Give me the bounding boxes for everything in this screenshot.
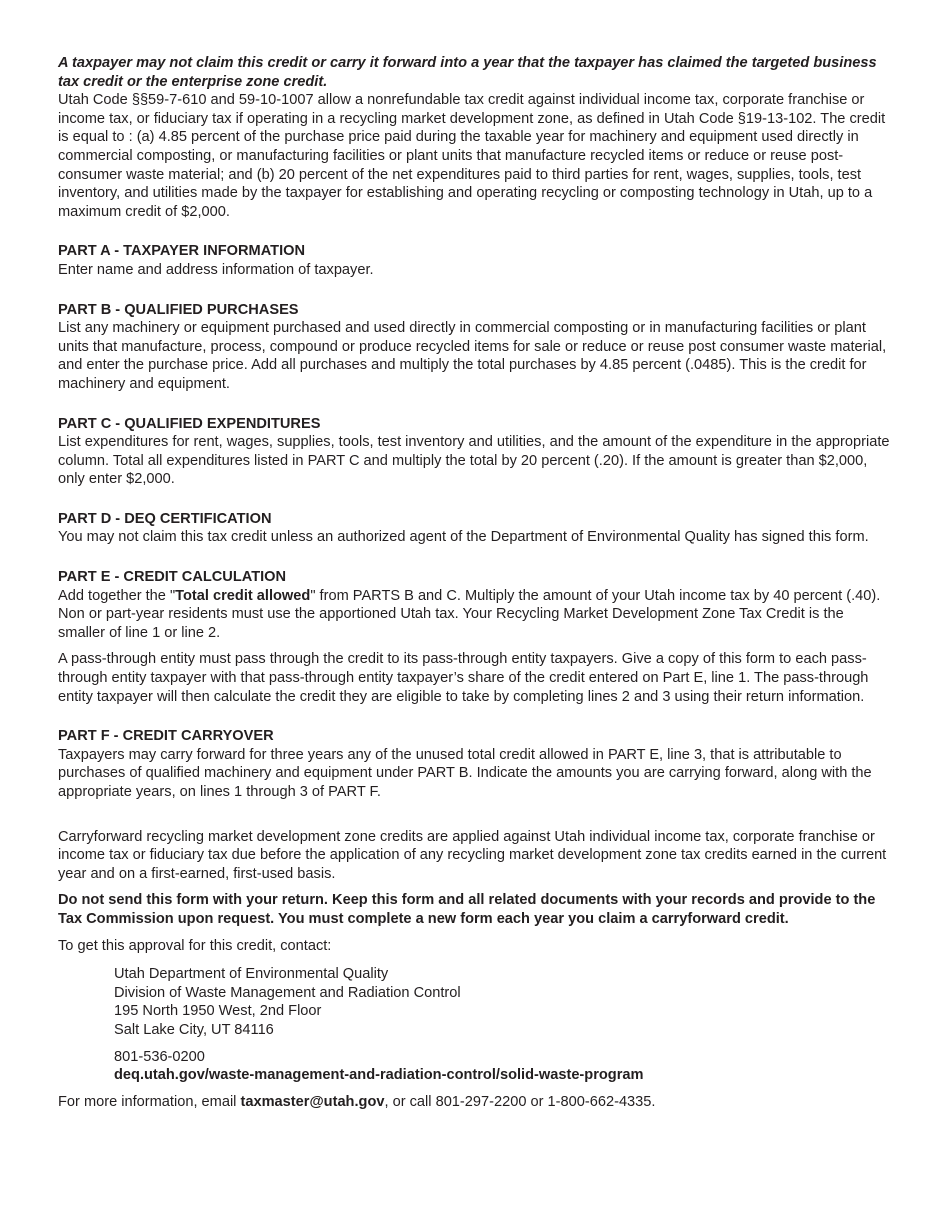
- part-a-heading: PART A - TAXPAYER INFORMATION: [58, 243, 306, 260]
- part-b-heading: PART B - QUALIFIED PURCHASES: [58, 301, 299, 318]
- contact-website-link[interactable]: deq.utah.gov/waste-management-and-radiation-control/solid-waste-program: [114, 1067, 644, 1084]
- contact-details: [58, 1048, 894, 1085]
- retention-notice: Do not send this form with your return. Keep this form and all related documents with your records and provide to the Tax Commission upon request. You must complete a new form each year you claim a carryforward credit.: [58, 892, 876, 927]
- carryforward-body: Carryforward recycling market development zone credits are applied against Utah individual income tax, corporate franchise or income tax or fiduciary tax due before the application of any recycling market development zone tax credits earned in the current year and on a first-earned, first-used basis.: [58, 828, 887, 882]
- contact-street: 195 North 1950 West, 2nd Floor: [114, 1003, 322, 1020]
- part-e-section: [58, 568, 894, 706]
- part-e-body-pre: Add together the ": [58, 587, 176, 604]
- part-e-body: [58, 587, 894, 643]
- contact-phone: 801-536-0200: [114, 1048, 205, 1065]
- part-f-heading: PART F - CREDIT CARRYOVER: [58, 728, 274, 745]
- contact-org: Utah Department of Environmental Quality: [114, 966, 389, 983]
- part-e-body-post: " from PARTS B and C. Multiply the amount of your Utah income tax by 40 percent (.40). Non or part-year residents must use the apportioned Utah tax. Your Recycling Market Development Zone Tax Credit is the smaller of line 1 or line 2.: [58, 587, 881, 641]
- part-c-section: [58, 415, 894, 489]
- part-b-body: List any machinery or equipment purchased and used directly in commercial composting or in manufacturing facilities or plant units that manufacture, process, compound or produce recycled items for sale or reduce or reuse post consumer waste material, and enter the purchase price. Add all purchases and multiply the total purchases by 4.85 percent (.0485). This is the credit for machinery and equipment.: [58, 320, 887, 392]
- pass-through-body: A pass-through entity must pass through the credit to its pass-through entity taxpayers. Give a copy of this form to each pass-through entity taxpayer with that pass-through entity taxpayer’s share of the credit entered on Part E, line 1. The pass-through entity taxpayer will then calculate the credit they are eligible to take by completing lines 2 and 3 using their return information.: [58, 651, 869, 705]
- part-f-section: [58, 727, 894, 883]
- part-d-body: You may not claim this tax credit unless an authorized agent of the Department of Environmental Quality has signed this form.: [58, 529, 869, 546]
- part-c-body: List expenditures for rent, wages, supplies, tools, test inventory and utilities, and the amount of the expenditure in the appropriate column. Total all expenditures listed in PART C and multiply the total by 20 percent (.20). If the amount is greater than $2,000, only enter $2,000.: [58, 434, 890, 488]
- part-d-section: [58, 510, 894, 547]
- footer-pre: For more information, email: [58, 1093, 241, 1110]
- part-d-heading: PART D - DEQ CERTIFICATION: [58, 510, 272, 527]
- footer-info: [58, 1093, 894, 1112]
- part-e-heading: PART E - CREDIT CALCULATION: [58, 569, 287, 586]
- email-link[interactable]: taxmaster@utah.gov: [240, 1093, 385, 1110]
- total-credit-allowed-term: Total credit allowed: [175, 587, 311, 604]
- part-a-body: Enter name and address information of taxpayer.: [58, 261, 374, 278]
- contact-city: Salt Lake City, UT 84116: [114, 1021, 274, 1038]
- contact-address: [58, 965, 894, 1039]
- contact-intro: To get this approval for this credit, contact:: [58, 937, 332, 954]
- part-f-body: Taxpayers may carry forward for three years any of the unused total credit allowed in PART E, line 3, that is attributable to purchases of qualified machinery and equipment under PART B. Indicate the amounts you are carrying forward, along with the appropriate years, on lines 1 through 3 of PART F.: [58, 746, 872, 800]
- part-b-section: [58, 301, 894, 394]
- warning-text: A taxpayer may not claim this credit or carry it forward into a year that the taxpayer has claimed the targeted business tax credit or the enterprise zone credit.: [58, 55, 877, 90]
- contact-division: Division of Waste Management and Radiation Control: [114, 984, 461, 1001]
- intro-body: Utah Code §§59-7-610 and 59-10-1007 allow a nonrefundable tax credit against individual income tax, corporate franchise or income tax, or fiduciary tax if operating in a recycling market development zone, as defined in Utah Code §19-13-102. The credit is equal to : (a) 4.85 percent of the purchase price paid during the taxable year for machinery and equipment used directly in commercial composting, or manufacturing facilities or plant units that manufacture recycled items or reduce or reuse post-consumer waste material; and (b) 20 percent of the net expenditures paid to third parties for rent, wages, supplies, tools, test inventory, and utilities made by the taxpayer for establishing and operating recycling or composting technology in Utah, up to a maximum credit of $2,000.: [58, 92, 886, 220]
- part-a-section: [58, 242, 894, 279]
- part-c-heading: PART C - QUALIFIED EXPENDITURES: [58, 415, 321, 432]
- footer-post: , or call 801-297-2200 or 1-800-662-4335.: [384, 1093, 656, 1110]
